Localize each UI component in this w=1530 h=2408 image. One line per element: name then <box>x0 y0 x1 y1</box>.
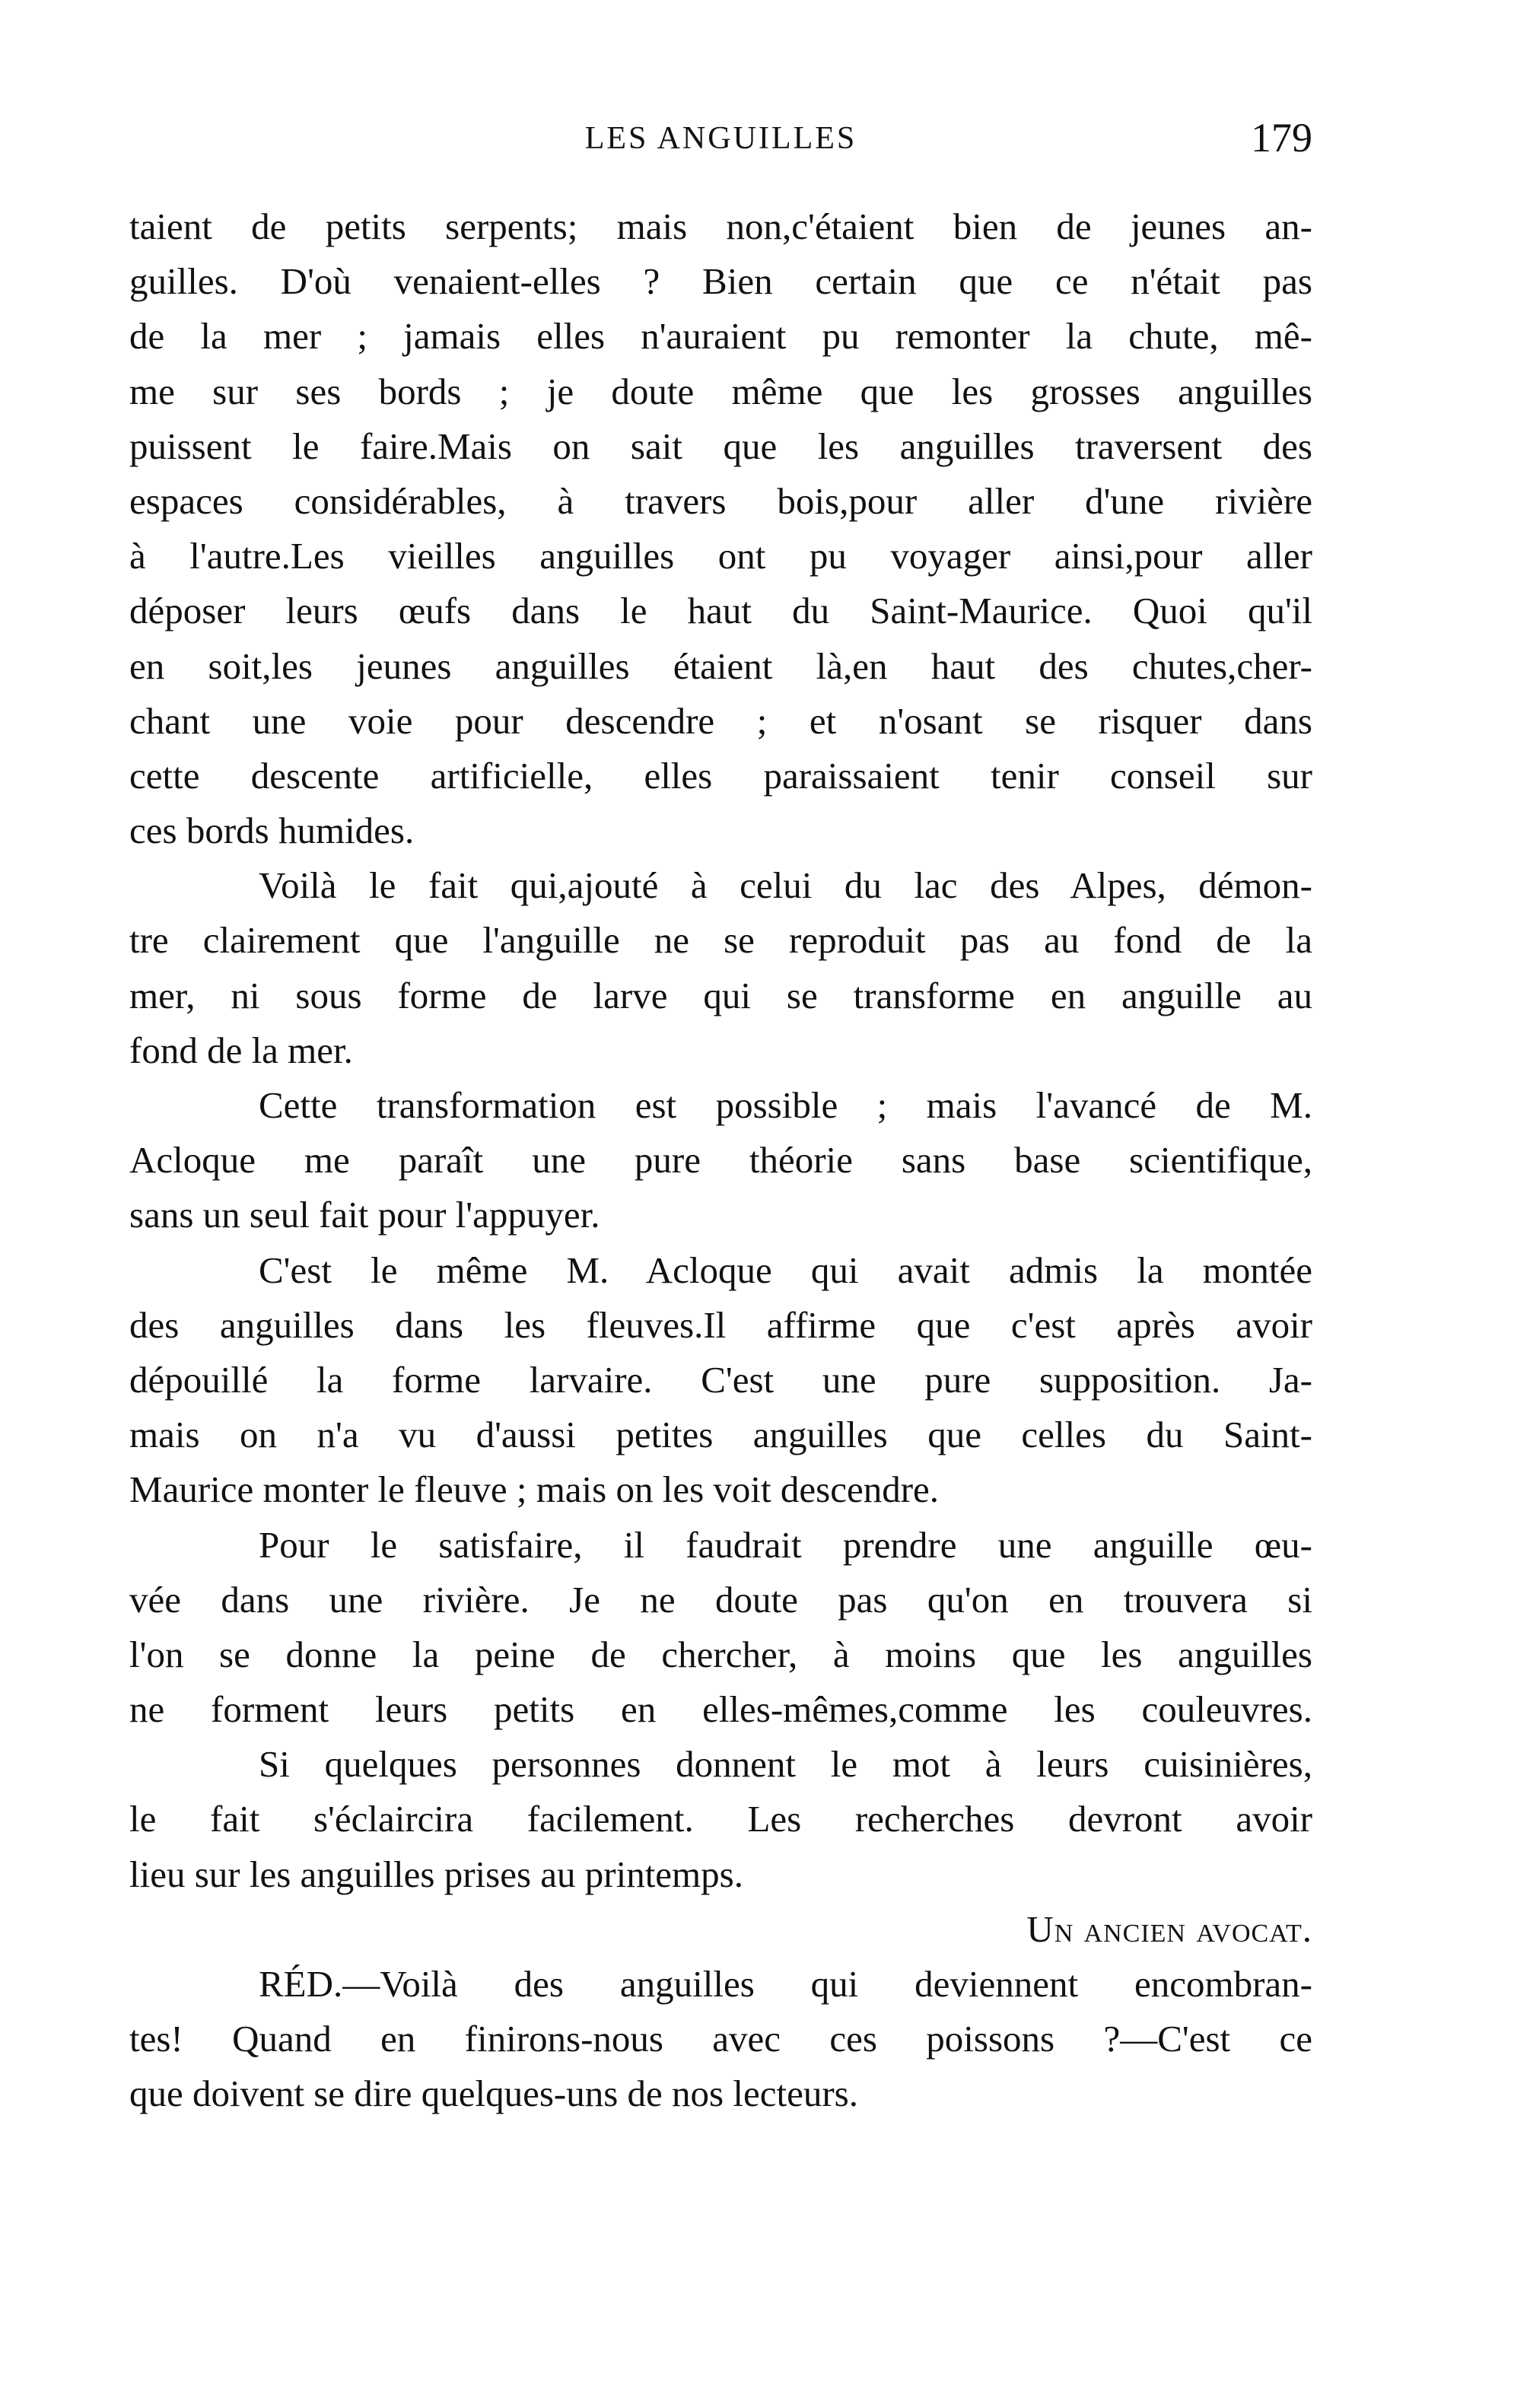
text-line: que doivent se dire quelques-uns de nos lecteurs. <box>129 2072 858 2115</box>
paragraph-start-line: Voilà le fait qui,ajouté à celui du lac des Alpes, démon- <box>259 864 1312 907</box>
text-line: mer, ni sous forme de larve qui se transforme en anguille au <box>129 974 1312 1016</box>
text-line: ces bords humides. <box>129 810 415 852</box>
text-line: Acloque me paraît une pure théorie sans base scientifique, <box>129 1139 1312 1182</box>
text-line: déposer leurs œufs dans le haut du Saint-Maurice. Quoi qu'il <box>129 590 1312 632</box>
text-line: de la mer ; jamais elles n'auraient pu remonter la chute, mê- <box>129 315 1312 358</box>
text-line: chant une voie pour descendre ; et n'osant se risquer dans <box>129 699 1312 742</box>
page-header <box>129 114 1312 175</box>
text-line: l'on se donne la peine de chercher, à moins que les anguilles <box>129 1633 1312 1675</box>
text-line: tre clairement que l'anguille ne se reproduit pas au fond de la <box>129 919 1312 962</box>
text-line: taient de petits serpents; mais non,c'étaient bien de jeunes an- <box>129 205 1312 247</box>
body-text <box>129 199 1312 2122</box>
text-line: sans un seul fait pour l'appuyer. <box>129 1194 600 1236</box>
text-line: des anguilles dans les fleuves.Il affirme que c'est après avoir <box>129 1303 1312 1346</box>
text-line: puissent le faire.Mais on sait que les anguilles traversent des <box>129 425 1312 467</box>
text-line: mais on n'a vu d'aussi petites anguilles que celles du Saint- <box>129 1414 1312 1456</box>
paragraph-start-line: Pour le satisfaire, il faudrait prendre une anguille œu- <box>259 1523 1312 1566</box>
text-line: tes! Quand en finirons-nous avec ces poissons ?—C'est ce <box>129 2018 1312 2060</box>
text-line: le fait s'éclaircira facilement. Les recherches devront avoir <box>129 1798 1312 1840</box>
text-line: à l'autre.Les vieilles anguilles ont pu voyager ainsi,pour aller <box>129 535 1312 577</box>
paragraph-start-line: C'est le même M. Acloque qui avait admis la montée <box>259 1249 1312 1291</box>
running-head: LES ANGUILLES <box>584 121 857 156</box>
text-line: espaces considérables, à travers bois,pour aller d'une rivière <box>129 479 1312 522</box>
text-line: Maurice monter le fleuve ; mais on les voit descendre. <box>129 1468 940 1511</box>
text-line: vée dans une rivière. Je ne doute pas qu'on en trouvera si <box>129 1578 1312 1621</box>
paragraph-start-line: RÉD.—Voilà des anguilles qui deviennent encombran- <box>259 1963 1312 2005</box>
text-line: ne forment leurs petits en elles-mêmes,comme les couleuvres. <box>129 1688 1312 1731</box>
text-line: me sur ses bords ; je doute même que les grosses anguilles <box>129 370 1312 412</box>
page-number: 179 <box>1251 115 1312 161</box>
paragraph-start-line: Cette transformation est possible ; mais l'avancé de M. <box>259 1084 1312 1126</box>
text-line: en soit,les jeunes anguilles étaient là,en haut des chutes,cher- <box>129 644 1312 687</box>
text-line: lieu sur les anguilles prises au printemps. <box>129 1853 743 1895</box>
signature: Un ancien avocat. <box>1026 1907 1312 1950</box>
text-line: dépouillé la forme larvaire. C'est une pure supposition. Ja- <box>129 1358 1312 1401</box>
text-line: fond de la mer. <box>129 1029 353 1071</box>
text-line: cette descente artificielle, elles paraissaient tenir conseil sur <box>129 754 1312 797</box>
paragraph-start-line: Si quelques personnes donnent le mot à leurs cuisinières, <box>259 1743 1312 1786</box>
text-line: guilles. D'où venaient-elles ? Bien certain que ce n'était pas <box>129 260 1312 303</box>
